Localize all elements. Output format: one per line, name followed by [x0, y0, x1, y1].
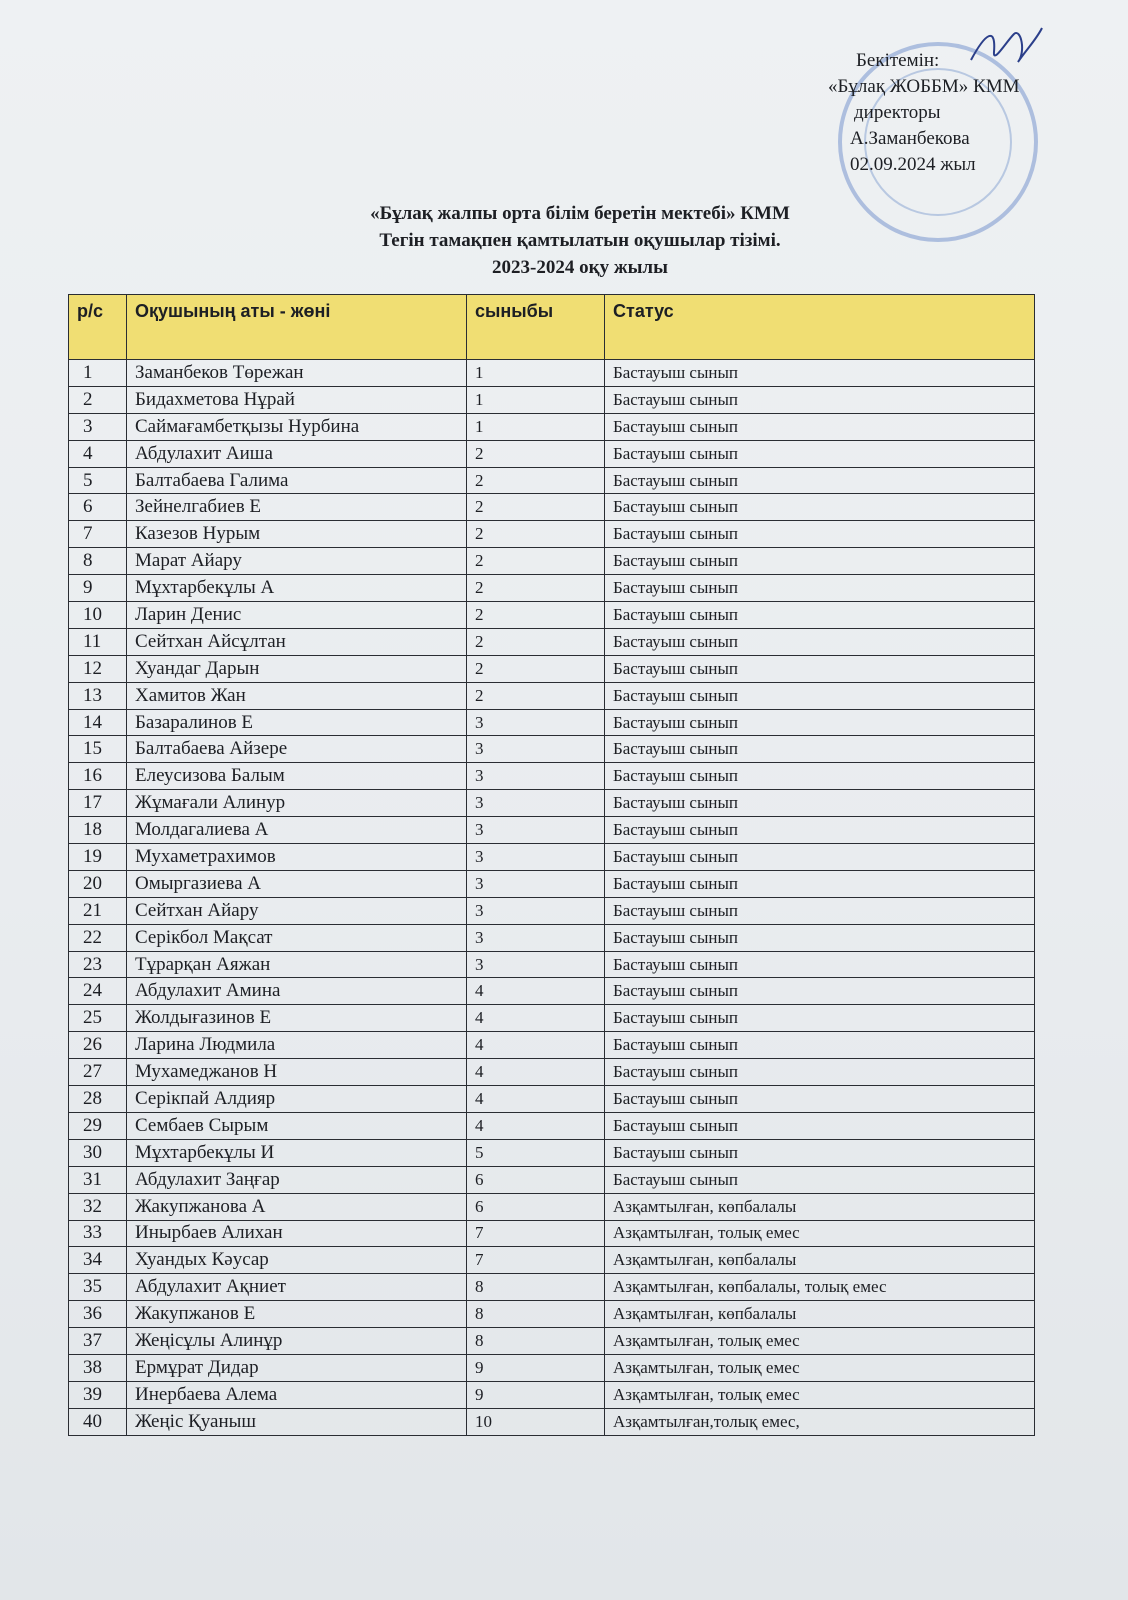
table-row	[69, 1005, 1035, 1032]
table-row	[69, 467, 1035, 494]
student-class: 2	[467, 628, 605, 655]
student-name: Сейтхан Айсұлтан	[127, 628, 467, 655]
student-status: Бастауыш сынып	[605, 386, 1035, 413]
student-status: Азқамтылған, көпбалалы	[605, 1247, 1035, 1274]
student-class: 5	[467, 1139, 605, 1166]
table-row	[69, 1139, 1035, 1166]
student-name: Хуандых Кәусар	[127, 1247, 467, 1274]
student-name: Базаралинов Е	[127, 709, 467, 736]
table-row	[69, 951, 1035, 978]
table-row	[69, 1059, 1035, 1086]
table-row	[69, 1032, 1035, 1059]
student-class: 3	[467, 790, 605, 817]
student-status: Бастауыш сынып	[605, 602, 1035, 629]
table-row	[69, 763, 1035, 790]
student-status: Бастауыш сынып	[605, 1059, 1035, 1086]
student-name: Балтабаева Айзере	[127, 736, 467, 763]
student-name: Жұмағали Алинур	[127, 790, 467, 817]
table-row	[69, 1086, 1035, 1113]
document-title	[260, 200, 900, 281]
row-number: 33	[69, 1220, 127, 1247]
student-class: 3	[467, 817, 605, 844]
row-number: 17	[69, 790, 127, 817]
header-class: сыныбы	[467, 295, 605, 360]
student-class: 4	[467, 1112, 605, 1139]
student-class: 2	[467, 521, 605, 548]
student-status: Азқамтылған, толық емес	[605, 1328, 1035, 1355]
student-class: 3	[467, 736, 605, 763]
student-class: 1	[467, 413, 605, 440]
student-class: 2	[467, 655, 605, 682]
row-number: 11	[69, 628, 127, 655]
student-name: Хуандаг Дарын	[127, 655, 467, 682]
student-class: 1	[467, 386, 605, 413]
student-class: 3	[467, 844, 605, 871]
student-status: Бастауыш сынып	[605, 1005, 1035, 1032]
student-name: Сембаев Сырым	[127, 1112, 467, 1139]
row-number: 14	[69, 709, 127, 736]
student-class: 4	[467, 1059, 605, 1086]
student-status: Бастауыш сынып	[605, 736, 1035, 763]
student-status: Бастауыш сынып	[605, 763, 1035, 790]
student-class: 2	[467, 467, 605, 494]
title-school: «Бұлақ жалпы орта білім беретін мектебі» КММ	[370, 203, 790, 224]
table-row	[69, 736, 1035, 763]
row-number: 15	[69, 736, 127, 763]
student-class: 3	[467, 897, 605, 924]
row-number: 27	[69, 1059, 127, 1086]
row-number: 13	[69, 682, 127, 709]
student-status: Бастауыш сынып	[605, 467, 1035, 494]
student-status: Бастауыш сынып	[605, 628, 1035, 655]
row-number: 2	[69, 386, 127, 413]
student-name: Абдулахит Аиша	[127, 440, 467, 467]
student-class: 2	[467, 682, 605, 709]
row-number: 31	[69, 1166, 127, 1193]
row-number: 37	[69, 1328, 127, 1355]
student-name: Тұрарқан Аяжан	[127, 951, 467, 978]
student-class: 7	[467, 1247, 605, 1274]
student-status: Бастауыш сынып	[605, 1032, 1035, 1059]
student-name: Омыргазиева А	[127, 870, 467, 897]
student-status: Бастауыш сынып	[605, 951, 1035, 978]
student-name: Инербаева Алема	[127, 1381, 467, 1408]
row-number: 6	[69, 494, 127, 521]
student-status: Бастауыш сынып	[605, 897, 1035, 924]
student-status: Азқамтылған, көпбалалы	[605, 1301, 1035, 1328]
header-status: Статус	[605, 295, 1035, 360]
student-class: 8	[467, 1274, 605, 1301]
student-status: Бастауыш сынып	[605, 844, 1035, 871]
table-row	[69, 521, 1035, 548]
student-class: 3	[467, 763, 605, 790]
student-class: 8	[467, 1301, 605, 1328]
row-number: 16	[69, 763, 127, 790]
row-number: 18	[69, 817, 127, 844]
student-name: Ларина Людмила	[127, 1032, 467, 1059]
header-student-name: Оқушының аты - жөні	[127, 295, 467, 360]
student-status: Азқамтылған, толық емес	[605, 1220, 1035, 1247]
student-name: Ларин Денис	[127, 602, 467, 629]
table-row	[69, 1220, 1035, 1247]
row-number: 12	[69, 655, 127, 682]
row-number: 24	[69, 978, 127, 1005]
table-row	[69, 1166, 1035, 1193]
student-class: 2	[467, 440, 605, 467]
student-status: Азқамтылған, толық емес	[605, 1354, 1035, 1381]
student-name: Зейнелгабиев Е	[127, 494, 467, 521]
row-number: 39	[69, 1381, 127, 1408]
student-name: Серікбол Мақсат	[127, 924, 467, 951]
student-class: 2	[467, 548, 605, 575]
student-status: Бастауыш сынып	[605, 440, 1035, 467]
student-status: Бастауыш сынып	[605, 817, 1035, 844]
row-number: 19	[69, 844, 127, 871]
student-class: 6	[467, 1166, 605, 1193]
student-class: 2	[467, 575, 605, 602]
table-row	[69, 1274, 1035, 1301]
table-row	[69, 1328, 1035, 1355]
table-row	[69, 844, 1035, 871]
student-status: Бастауыш сынып	[605, 1112, 1035, 1139]
student-class: 3	[467, 709, 605, 736]
title-academic-year: 2023-2024 оқу жылы	[492, 257, 668, 278]
table-row	[69, 1354, 1035, 1381]
student-name: Абдулахит Амина	[127, 978, 467, 1005]
table-row	[69, 655, 1035, 682]
student-status: Бастауыш сынып	[605, 1139, 1035, 1166]
table-row	[69, 1381, 1035, 1408]
row-number: 9	[69, 575, 127, 602]
student-status: Бастауыш сынып	[605, 1086, 1035, 1113]
row-number: 25	[69, 1005, 127, 1032]
student-class: 8	[467, 1328, 605, 1355]
student-name: Ермұрат Дидар	[127, 1354, 467, 1381]
student-name: Абдулахит Заңғар	[127, 1166, 467, 1193]
table-header-row	[69, 295, 1035, 360]
table-row	[69, 1247, 1035, 1274]
student-name: Жеңіс Қуаныш	[127, 1408, 467, 1435]
row-number: 38	[69, 1354, 127, 1381]
student-name: Марат Айару	[127, 548, 467, 575]
table-row	[69, 360, 1035, 387]
student-status: Бастауыш сынып	[605, 870, 1035, 897]
student-name: Сейтхан Айару	[127, 897, 467, 924]
table-row	[69, 897, 1035, 924]
row-number: 22	[69, 924, 127, 951]
student-name: Мұхтарбекұлы И	[127, 1139, 467, 1166]
student-class: 6	[467, 1193, 605, 1220]
student-class: 10	[467, 1408, 605, 1435]
student-status: Бастауыш сынып	[605, 682, 1035, 709]
table-row	[69, 978, 1035, 1005]
student-status: Бастауыш сынып	[605, 978, 1035, 1005]
table-row	[69, 602, 1035, 629]
student-name: Жолдығазинов Е	[127, 1005, 467, 1032]
row-number: 40	[69, 1408, 127, 1435]
table-row	[69, 440, 1035, 467]
student-class: 4	[467, 978, 605, 1005]
student-class: 7	[467, 1220, 605, 1247]
student-name: Бидахметова Нұрай	[127, 386, 467, 413]
row-number: 29	[69, 1112, 127, 1139]
student-name: Инырбаев Алихан	[127, 1220, 467, 1247]
student-status: Бастауыш сынып	[605, 709, 1035, 736]
student-name: Мұхтарбекұлы А	[127, 575, 467, 602]
table-row	[69, 575, 1035, 602]
student-class: 4	[467, 1005, 605, 1032]
row-number: 35	[69, 1274, 127, 1301]
table-row	[69, 548, 1035, 575]
student-status: Бастауыш сынып	[605, 1166, 1035, 1193]
student-class: 9	[467, 1381, 605, 1408]
student-name: Абдулахит Ақниет	[127, 1274, 467, 1301]
table-row	[69, 682, 1035, 709]
table-row	[69, 790, 1035, 817]
header-number: р/с	[69, 295, 127, 360]
approval-organization: «Бұлақ ЖОББМ» КММ	[828, 76, 1020, 97]
row-number: 26	[69, 1032, 127, 1059]
student-class: 3	[467, 951, 605, 978]
student-name: Елеусизова Балым	[127, 763, 467, 790]
row-number: 30	[69, 1139, 127, 1166]
student-status: Азқамтылған, көпбалалы, толық емес	[605, 1274, 1035, 1301]
student-status: Бастауыш сынып	[605, 494, 1035, 521]
student-name: Казезов Нурым	[127, 521, 467, 548]
student-class: 2	[467, 602, 605, 629]
student-name: Балтабаева Галима	[127, 467, 467, 494]
student-name: Саймағамбетқызы Нурбина	[127, 413, 467, 440]
row-number: 10	[69, 602, 127, 629]
table-row	[69, 924, 1035, 951]
row-number: 34	[69, 1247, 127, 1274]
row-number: 4	[69, 440, 127, 467]
student-status: Азқамтылған, көпбалалы	[605, 1193, 1035, 1220]
student-status: Бастауыш сынып	[605, 575, 1035, 602]
student-status: Азқамтылған,толық емес,	[605, 1408, 1035, 1435]
row-number: 21	[69, 897, 127, 924]
student-class: 3	[467, 924, 605, 951]
student-status: Бастауыш сынып	[605, 521, 1035, 548]
table-row	[69, 1112, 1035, 1139]
row-number: 28	[69, 1086, 127, 1113]
student-name: Мухаметрахимов	[127, 844, 467, 871]
student-name: Мухамеджанов Н	[127, 1059, 467, 1086]
title-list-name: Тегін тамақпен қамтылатын оқушылар тізімі.	[379, 230, 781, 251]
student-status: Бастауыш сынып	[605, 360, 1035, 387]
row-number: 7	[69, 521, 127, 548]
row-number: 3	[69, 413, 127, 440]
student-status: Бастауыш сынып	[605, 790, 1035, 817]
student-class: 9	[467, 1354, 605, 1381]
row-number: 1	[69, 360, 127, 387]
student-name: Жеңісұлы Алинұр	[127, 1328, 467, 1355]
table-row	[69, 386, 1035, 413]
student-name: Жакупжанова А	[127, 1193, 467, 1220]
student-name: Заманбеков Төрежан	[127, 360, 467, 387]
table-row	[69, 413, 1035, 440]
approval-director-name: А.Заманбекова	[850, 128, 970, 149]
student-class: 4	[467, 1086, 605, 1113]
approval-position: директоры	[854, 102, 941, 123]
student-status: Бастауыш сынып	[605, 924, 1035, 951]
table-row	[69, 494, 1035, 521]
students-table	[68, 294, 1035, 1436]
student-class: 3	[467, 870, 605, 897]
approval-block	[828, 48, 1080, 178]
student-name: Молдагалиева А	[127, 817, 467, 844]
table-row	[69, 1408, 1035, 1435]
approval-date: 02.09.2024 жыл	[850, 154, 976, 175]
row-number: 23	[69, 951, 127, 978]
student-status: Азқамтылған, толық емес	[605, 1381, 1035, 1408]
student-class: 1	[467, 360, 605, 387]
student-status: Бастауыш сынып	[605, 548, 1035, 575]
table-row	[69, 709, 1035, 736]
student-class: 4	[467, 1032, 605, 1059]
student-class: 2	[467, 494, 605, 521]
table-row	[69, 817, 1035, 844]
student-status: Бастауыш сынып	[605, 655, 1035, 682]
student-status: Бастауыш сынып	[605, 413, 1035, 440]
table-row	[69, 1193, 1035, 1220]
table-row	[69, 628, 1035, 655]
row-number: 36	[69, 1301, 127, 1328]
approval-label: Бекітемін:	[856, 50, 940, 71]
student-name: Жакупжанов Е	[127, 1301, 467, 1328]
row-number: 20	[69, 870, 127, 897]
row-number: 5	[69, 467, 127, 494]
row-number: 8	[69, 548, 127, 575]
student-name: Хамитов Жан	[127, 682, 467, 709]
student-name: Серікпай Алдияр	[127, 1086, 467, 1113]
table-row	[69, 1301, 1035, 1328]
row-number: 32	[69, 1193, 127, 1220]
table-row	[69, 870, 1035, 897]
